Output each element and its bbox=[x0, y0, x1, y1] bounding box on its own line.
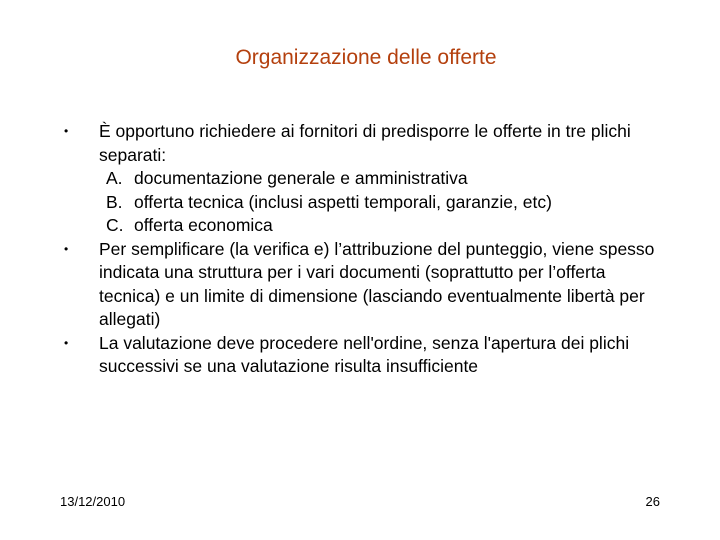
sub-item-b bbox=[99, 191, 662, 215]
bullet-item-1 bbox=[62, 120, 662, 238]
bullet-icon: • bbox=[64, 241, 69, 256]
sub-text-b: offerta tecnica (inclusi aspetti temporali, garanzie, etc) bbox=[134, 191, 552, 212]
sub-item-c bbox=[99, 214, 662, 238]
bullet-text-2: Per semplificare (la verifica e) l’attribuzione del punteggio, viene spesso indicata una struttura per i vari documenti (soprattutto per l’offerta tecnica) e un limite di dimensione (lasciando eventualmente libertà per allegati) bbox=[99, 238, 655, 329]
bullet-body-1 bbox=[99, 120, 662, 238]
sub-marker-b: B. bbox=[106, 191, 123, 212]
sub-text-a: documentazione generale e amministrativa bbox=[134, 168, 468, 188]
footer-date: 13/12/2010 bbox=[60, 494, 126, 509]
slide-content bbox=[62, 120, 662, 379]
sub-marker-c: C. bbox=[106, 215, 124, 235]
bullet-text-1: È opportuno richiedere ai fornitori di predisporre le offerte in tre plichi separati: bbox=[99, 121, 631, 165]
bullet-item-3 bbox=[62, 332, 662, 379]
bullet-icon: • bbox=[64, 124, 69, 138]
sub-text-c: offerta economica bbox=[134, 215, 273, 235]
bullet-text-3: La valutazione deve procedere nell'ordine, senza l'apertura dei plichi successivi se una valutazione risulta insufficiente bbox=[99, 332, 630, 376]
sub-marker-a: A. bbox=[106, 168, 123, 188]
bullet-item-2 bbox=[62, 238, 662, 332]
page-number: 26 bbox=[645, 494, 660, 509]
sub-list bbox=[99, 167, 662, 238]
sub-item-a bbox=[99, 167, 662, 191]
bullet-icon: • bbox=[64, 335, 69, 350]
slide-title: Organizzazione delle offerte bbox=[235, 46, 497, 69]
